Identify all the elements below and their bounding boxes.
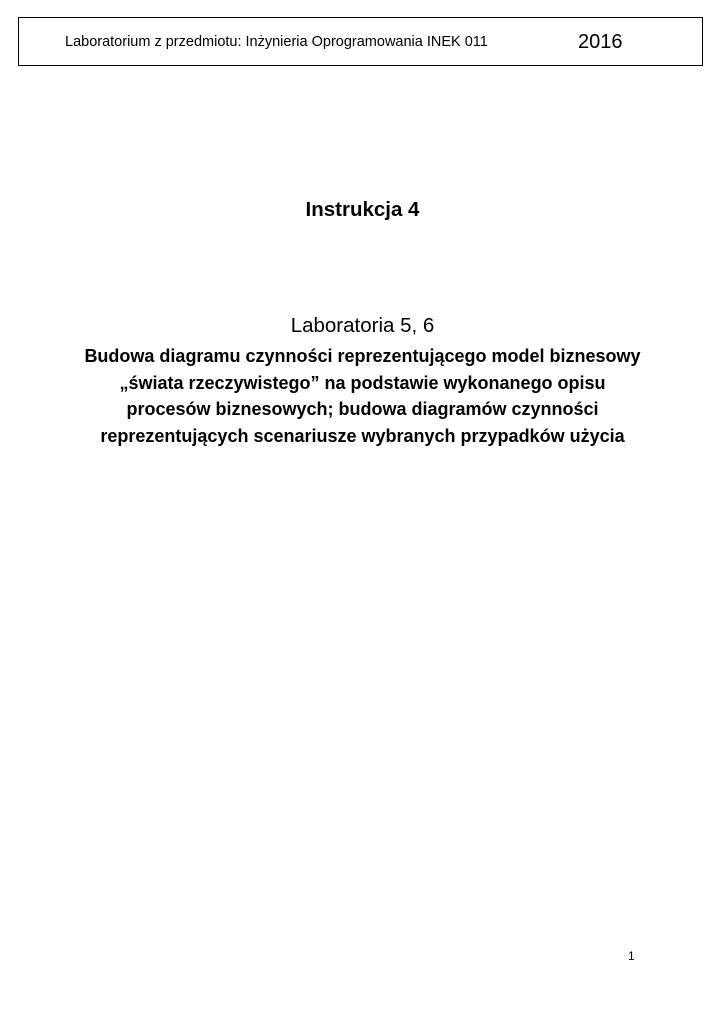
page-number: 1 [628,949,635,963]
header-year: 2016 [578,31,623,53]
labs-heading: Laboratoria 5, 6 [290,314,435,337]
document-title: Instrukcja 4 [305,198,420,221]
lab-description: Budowa diagramu czynności reprezentującego model biznesowy „świata rzeczywistego” na podstawie wykonanego opisu procesów biznesowych; budowa diagramów czynności reprezentujących scenariusze wybranych przypadków użycia [84,346,641,446]
course-title: Laboratorium z przedmiotu: Inżynieria Oprogramowania INEK 011 [65,34,488,50]
page-header [18,17,703,66]
